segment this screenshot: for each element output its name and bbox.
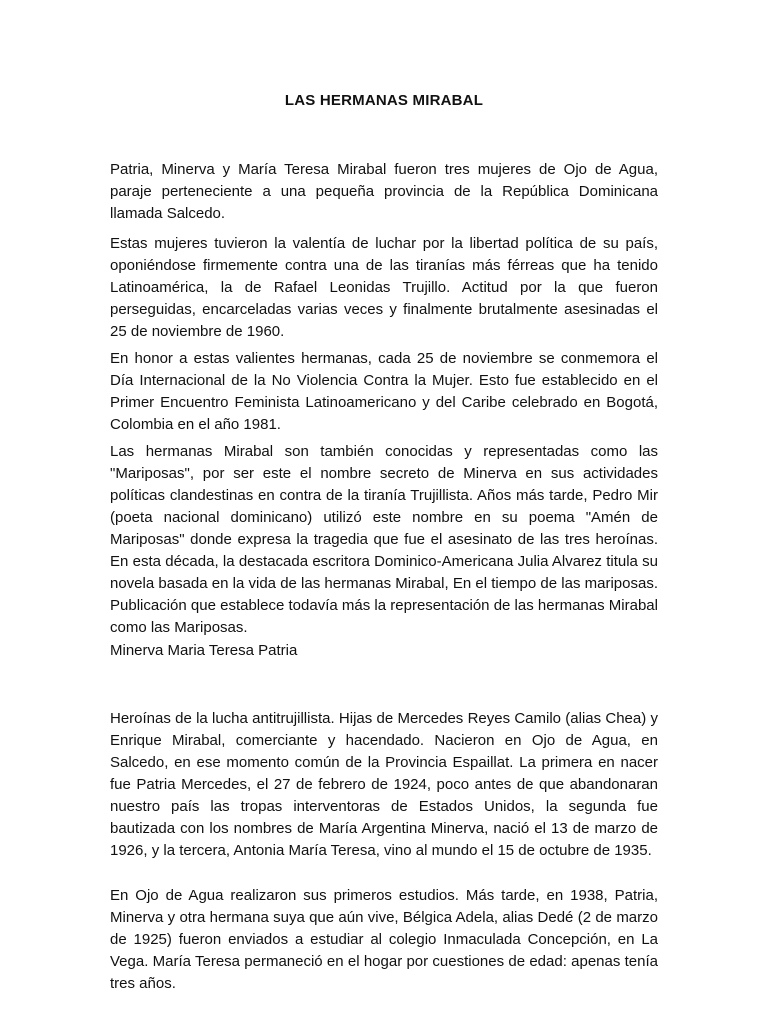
paragraph-intro: Patria, Minerva y María Teresa Mirabal fueron tres mujeres de Ojo de Agua, paraje perteneciente a una pequeña provincia de la República Dominicana llamada Salcedo.: [110, 161, 658, 222]
paragraph-education: En Ojo de Agua realizaron sus primeros estudios. Más tarde, en 1938, Patria, Minerva y otra hermana suya que aún vive, Bélgica Adela, alias Dedé (2 de marzo de 1925) fueron enviados a estudiar al colegio Inmaculada Concepción, en La Vega. María Teresa permaneció en el hogar por cuestiones de edad: apenas tenía tres años.: [110, 887, 658, 992]
document-title: LAS HERMANAS MIRABAL: [284, 92, 484, 109]
paragraph-biography: Heroínas de la lucha antitrujillista. Hijas de Mercedes Reyes Camilo (alias Chea) y Enrique Mirabal, comerciante y hacendado. Nacieron en Ojo de Agua, en Salcedo, en ese momento común de la Provincia Espaillat. La primera en nacer fue Patria Mercedes, el 27 de febrero de 1924, poco antes de que abandonaran nuestro país las tropas interventoras de Estados Unidos, la segunda fue bautizada con los nombres de María Argentina Minerva, nació el 13 de marzo de 1926, y la tercera, Antonia María Teresa, vino al mundo el 15 de octubre de 1935.: [110, 710, 658, 859]
paragraph-struggle: Estas mujeres tuvieron la valentía de luchar por la libertad política de su país, oponiéndose firmemente contra una de las tiranías más férreas que ha tenido Latinoamérica, la de Rafael Leonidas Trujillo. Actitud por la que fueron perseguidas, encarceladas varias veces y finalmente brutalmente asesinadas el 25 de noviembre de 1960.: [110, 235, 658, 340]
paragraph-mariposas: Las hermanas Mirabal son también conocidas y representadas como las "Mariposas", por ser este el nombre secreto de Minerva en sus actividades políticas clandestinas en contra de la tiranía Trujillista. Años más tarde, Pedro Mir (poeta nacional dominicano) utilizó este nombre en su poema "Amén de Mariposas" donde expresa la tragedia que fue el asesinato de las tres heroínas. En esta década, la destacada escritora Dominico-Americana Julia Alvarez titula su novela basada en la vida de las hermanas Mirabal, En el tiempo de las mariposas. Publicación que establece todavía más la representación de las hermanas Mirabal como las Mariposas.: [110, 443, 658, 636]
paragraph-names: Minerva Maria Teresa Patria: [110, 642, 298, 659]
paragraph-commemoration: En honor a estas valientes hermanas, cada 25 de noviembre se conmemora el Día Internacional de la No Violencia Contra la Mujer. Esto fue establecido en el Primer Encuentro Feminista Latinoamericano y del Caribe celebrado en Bogotá, Colombia en el año 1981.: [110, 350, 658, 433]
